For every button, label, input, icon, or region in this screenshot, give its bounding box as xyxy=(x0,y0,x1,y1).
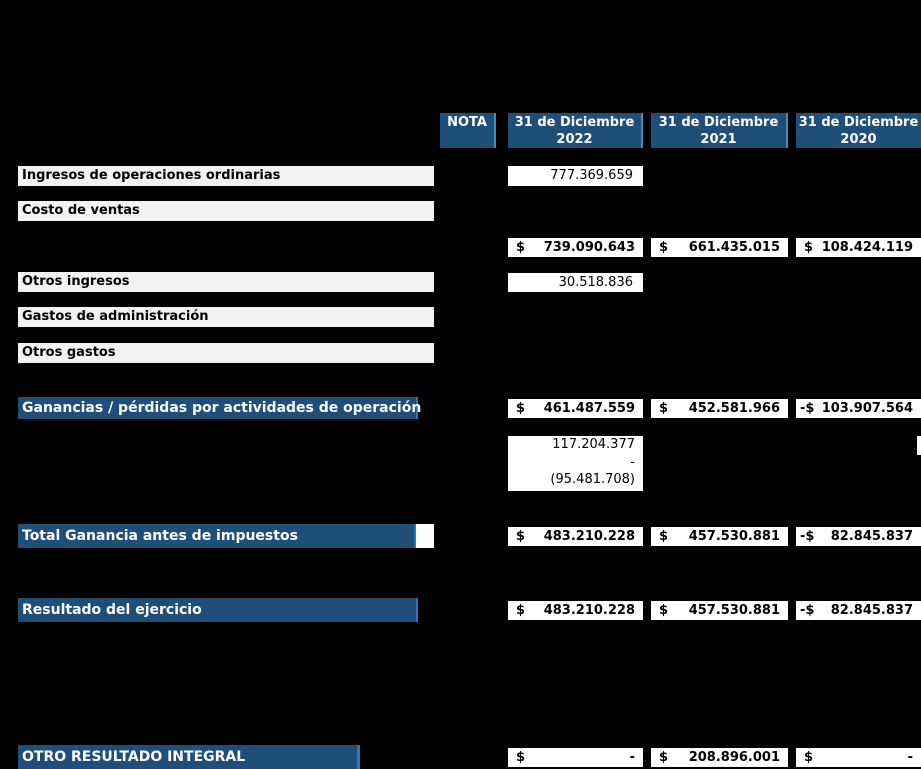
header-nota-label: NOTA xyxy=(447,115,487,130)
header-2020 xyxy=(796,113,921,148)
amount: 483.210.228 xyxy=(543,603,635,618)
currency-symbol: $ xyxy=(659,603,669,618)
amount: 82.845.837 xyxy=(830,603,913,618)
amount: 661.435.015 xyxy=(688,240,780,255)
cell-ori-2021 xyxy=(651,748,788,767)
financieros-line-3: (95.481.708) xyxy=(550,472,635,487)
row-label-otros-ingresos xyxy=(18,272,434,292)
header-2020-line2: 2020 xyxy=(840,132,877,147)
row-label-otros-ingresos-text: Otros ingresos xyxy=(22,274,130,289)
cell-otros-ingresos-2022 xyxy=(508,273,643,292)
row-label-total-antes-impuestos-text: Total Ganancia antes de impuestos xyxy=(22,528,298,544)
header-2020-line1: 31 de Diciembre xyxy=(798,115,919,130)
amount: - xyxy=(907,750,913,765)
cell-bruta-2022 xyxy=(508,238,643,257)
amount: 739.090.643 xyxy=(543,240,635,255)
currency-symbol: $ xyxy=(516,401,526,416)
header-nota xyxy=(440,113,496,148)
currency-symbol: $ xyxy=(659,240,669,255)
row-label-ingresos-text: Ingresos de operaciones ordinarias xyxy=(22,168,281,183)
cell-resultado-2021 xyxy=(651,601,788,620)
currency-symbol: -$ xyxy=(800,603,815,618)
currency-symbol: $ xyxy=(516,240,526,255)
amount: 108.424.119 xyxy=(821,240,913,255)
amount: 461.487.559 xyxy=(543,401,635,416)
header-2021-line1: 31 de Diciembre xyxy=(658,115,779,130)
cell-ganancias-operacion-2020 xyxy=(796,399,921,418)
row-label-gastos-admin xyxy=(18,307,434,327)
row-label-ganancias-operacion xyxy=(18,397,422,419)
cell-financieros-2022 xyxy=(508,436,643,491)
cell-ingresos-2022-value: 777.369.659 xyxy=(550,168,633,183)
cell-ingresos-2022 xyxy=(508,166,643,186)
cell-total-antes-impuestos-2022 xyxy=(508,527,643,546)
row-label-total-antes-impuestos xyxy=(18,524,416,548)
currency-symbol: $ xyxy=(804,750,814,765)
currency-symbol: $ xyxy=(659,529,669,544)
amount: 103.907.564 xyxy=(821,401,913,416)
row-label-otros-gastos-text: Otros gastos xyxy=(22,345,116,360)
cell-total-antes-impuestos-2020 xyxy=(796,527,921,546)
cell-resultado-2022 xyxy=(508,601,643,620)
row-label-ganancias-operacion-text: Ganancias / pérdidas por actividades de operación xyxy=(22,400,422,416)
currency-symbol: -$ xyxy=(800,401,815,416)
amount: - xyxy=(629,750,635,765)
row-label-otros-gastos xyxy=(18,343,434,363)
amount: 208.896.001 xyxy=(688,750,780,765)
amount: 82.845.837 xyxy=(830,529,913,544)
header-2022 xyxy=(508,113,643,148)
amount: 452.581.966 xyxy=(688,401,780,416)
cell-resultado-2020 xyxy=(796,601,921,620)
row-label-ori-text: OTRO RESULTADO INTEGRAL xyxy=(22,749,246,765)
currency-symbol: $ xyxy=(659,401,669,416)
cell-bruta-2021 xyxy=(651,238,788,257)
currency-symbol: $ xyxy=(804,240,814,255)
label-trailing-cell xyxy=(416,524,434,548)
row-label-resultado-text: Resultado del ejercicio xyxy=(22,602,202,618)
header-2022-line2: 2022 xyxy=(556,132,593,147)
amount: 457.530.881 xyxy=(688,603,780,618)
cell-bruta-2020 xyxy=(796,238,921,257)
row-label-costo-text: Costo de ventas xyxy=(22,203,140,218)
financieros-line-1: 117.204.377 xyxy=(552,437,635,452)
row-label-resultado xyxy=(18,598,418,622)
currency-symbol: $ xyxy=(516,750,526,765)
cell-otros-ingresos-2022-value: 30.518.836 xyxy=(558,275,633,290)
amount: 457.530.881 xyxy=(688,529,780,544)
currency-symbol: -$ xyxy=(800,529,815,544)
cell-edge-marker xyxy=(917,436,921,455)
amount: 483.210.228 xyxy=(543,529,635,544)
header-2021 xyxy=(651,113,788,148)
row-label-costo xyxy=(18,201,434,221)
header-2022-line1: 31 de Diciembre xyxy=(514,115,635,130)
financieros-line-2: - xyxy=(630,454,635,470)
header-2021-line2: 2021 xyxy=(700,132,737,147)
currency-symbol: $ xyxy=(516,529,526,544)
currency-symbol: $ xyxy=(516,603,526,618)
cell-total-antes-impuestos-2021 xyxy=(651,527,788,546)
cell-ori-2020 xyxy=(796,748,921,767)
cell-ganancias-operacion-2021 xyxy=(651,399,788,418)
currency-symbol: $ xyxy=(659,750,669,765)
cell-ori-2022 xyxy=(508,748,643,767)
row-label-ori xyxy=(18,745,360,769)
row-label-ingresos xyxy=(18,166,434,186)
row-label-gastos-admin-text: Gastos de administración xyxy=(22,309,209,324)
cell-ganancias-operacion-2022 xyxy=(508,399,643,418)
